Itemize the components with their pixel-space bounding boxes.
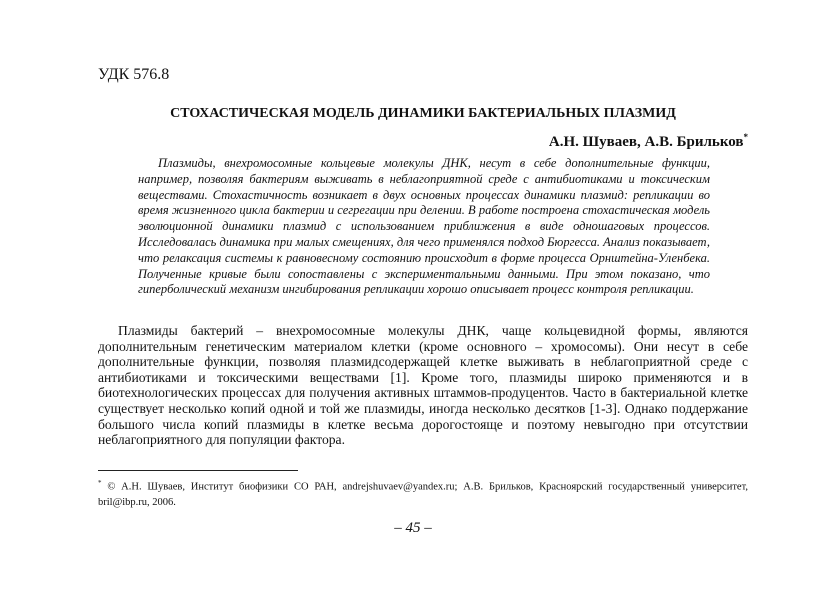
udc-code: УДК 576.8 — [98, 66, 170, 83]
page-number: – 45 – — [394, 520, 432, 536]
footnote — [98, 476, 748, 510]
footnote-text: © А.Н. Шуваев, Институт биофизики СО РАН, andrejshuvaev@yandex.ru; А.В. Брильков, Красноярский государственный университет, bril@ibp.ru, 2006. — [98, 481, 748, 508]
author-footnote-mark: * — [743, 132, 748, 142]
authors — [549, 132, 748, 151]
body-paragraph: Плазмиды бактерий – внехромосомные молекулы ДНК, чаще кольцевидной формы, являются дополнительным генетическим материалом клетки (кроме основного – хромосомы). Они несут в себе дополнительные функции, позволяя плазмидсодержащей клетке выживать в неблагоприятной среде с антибиотиками и токсическими веществами [1]. Кроме того, плазмиды широко применяются и в биотехнологических процессах для получения активных штаммов-продуцентов. Часто в бактериальной клетке существует несколько копий одной и той же плазмиды, иногда несколько десятков [1-3]. Однако поддержание большого числа копий плазмиды в клетке весьма дорогостояще и поэтому невыгодно при отсутствии неблагоприятного для популяции фактора. — [98, 323, 748, 448]
paper-title: СТОХАСТИЧЕСКАЯ МОДЕЛЬ ДИНАМИКИ БАКТЕРИАЛЬНЫХ ПЛАЗМИД — [170, 106, 676, 121]
footnote-mark: * — [98, 479, 102, 487]
abstract: Плазмиды, внехромосомные кольцевые молекулы ДНК, несут в себе дополнительные функции, например, позволяя бактериям выживать в неблагоприятной среде с антибиотиками и токсическим веществами. Стохастичность возникает в двух основных процессах динамики плазмид: репликации во время жизненного цикла бактерии и сегрегации при делении. В работе построена стохастическая модель эволюционной динамики плазмид с использованием приближения в виде одношаговых процессов. Исследовалась динамика при малых смещениях, для чего применялся подход Бюргесса. Анализ показывает, что релаксация системы к равновесному состоянию происходит в форме процесса Орнштейна-Уленбека. Полученные кривые были сопоставлены с экспериментальными данными. При этом показано, что гиперболический механизм ингибирования репликации хорошо описывает процесс контроля репликации. — [138, 156, 710, 297]
footnote-divider — [98, 470, 298, 471]
author-names: А.Н. Шуваев, А.В. Брильков — [548, 134, 744, 150]
